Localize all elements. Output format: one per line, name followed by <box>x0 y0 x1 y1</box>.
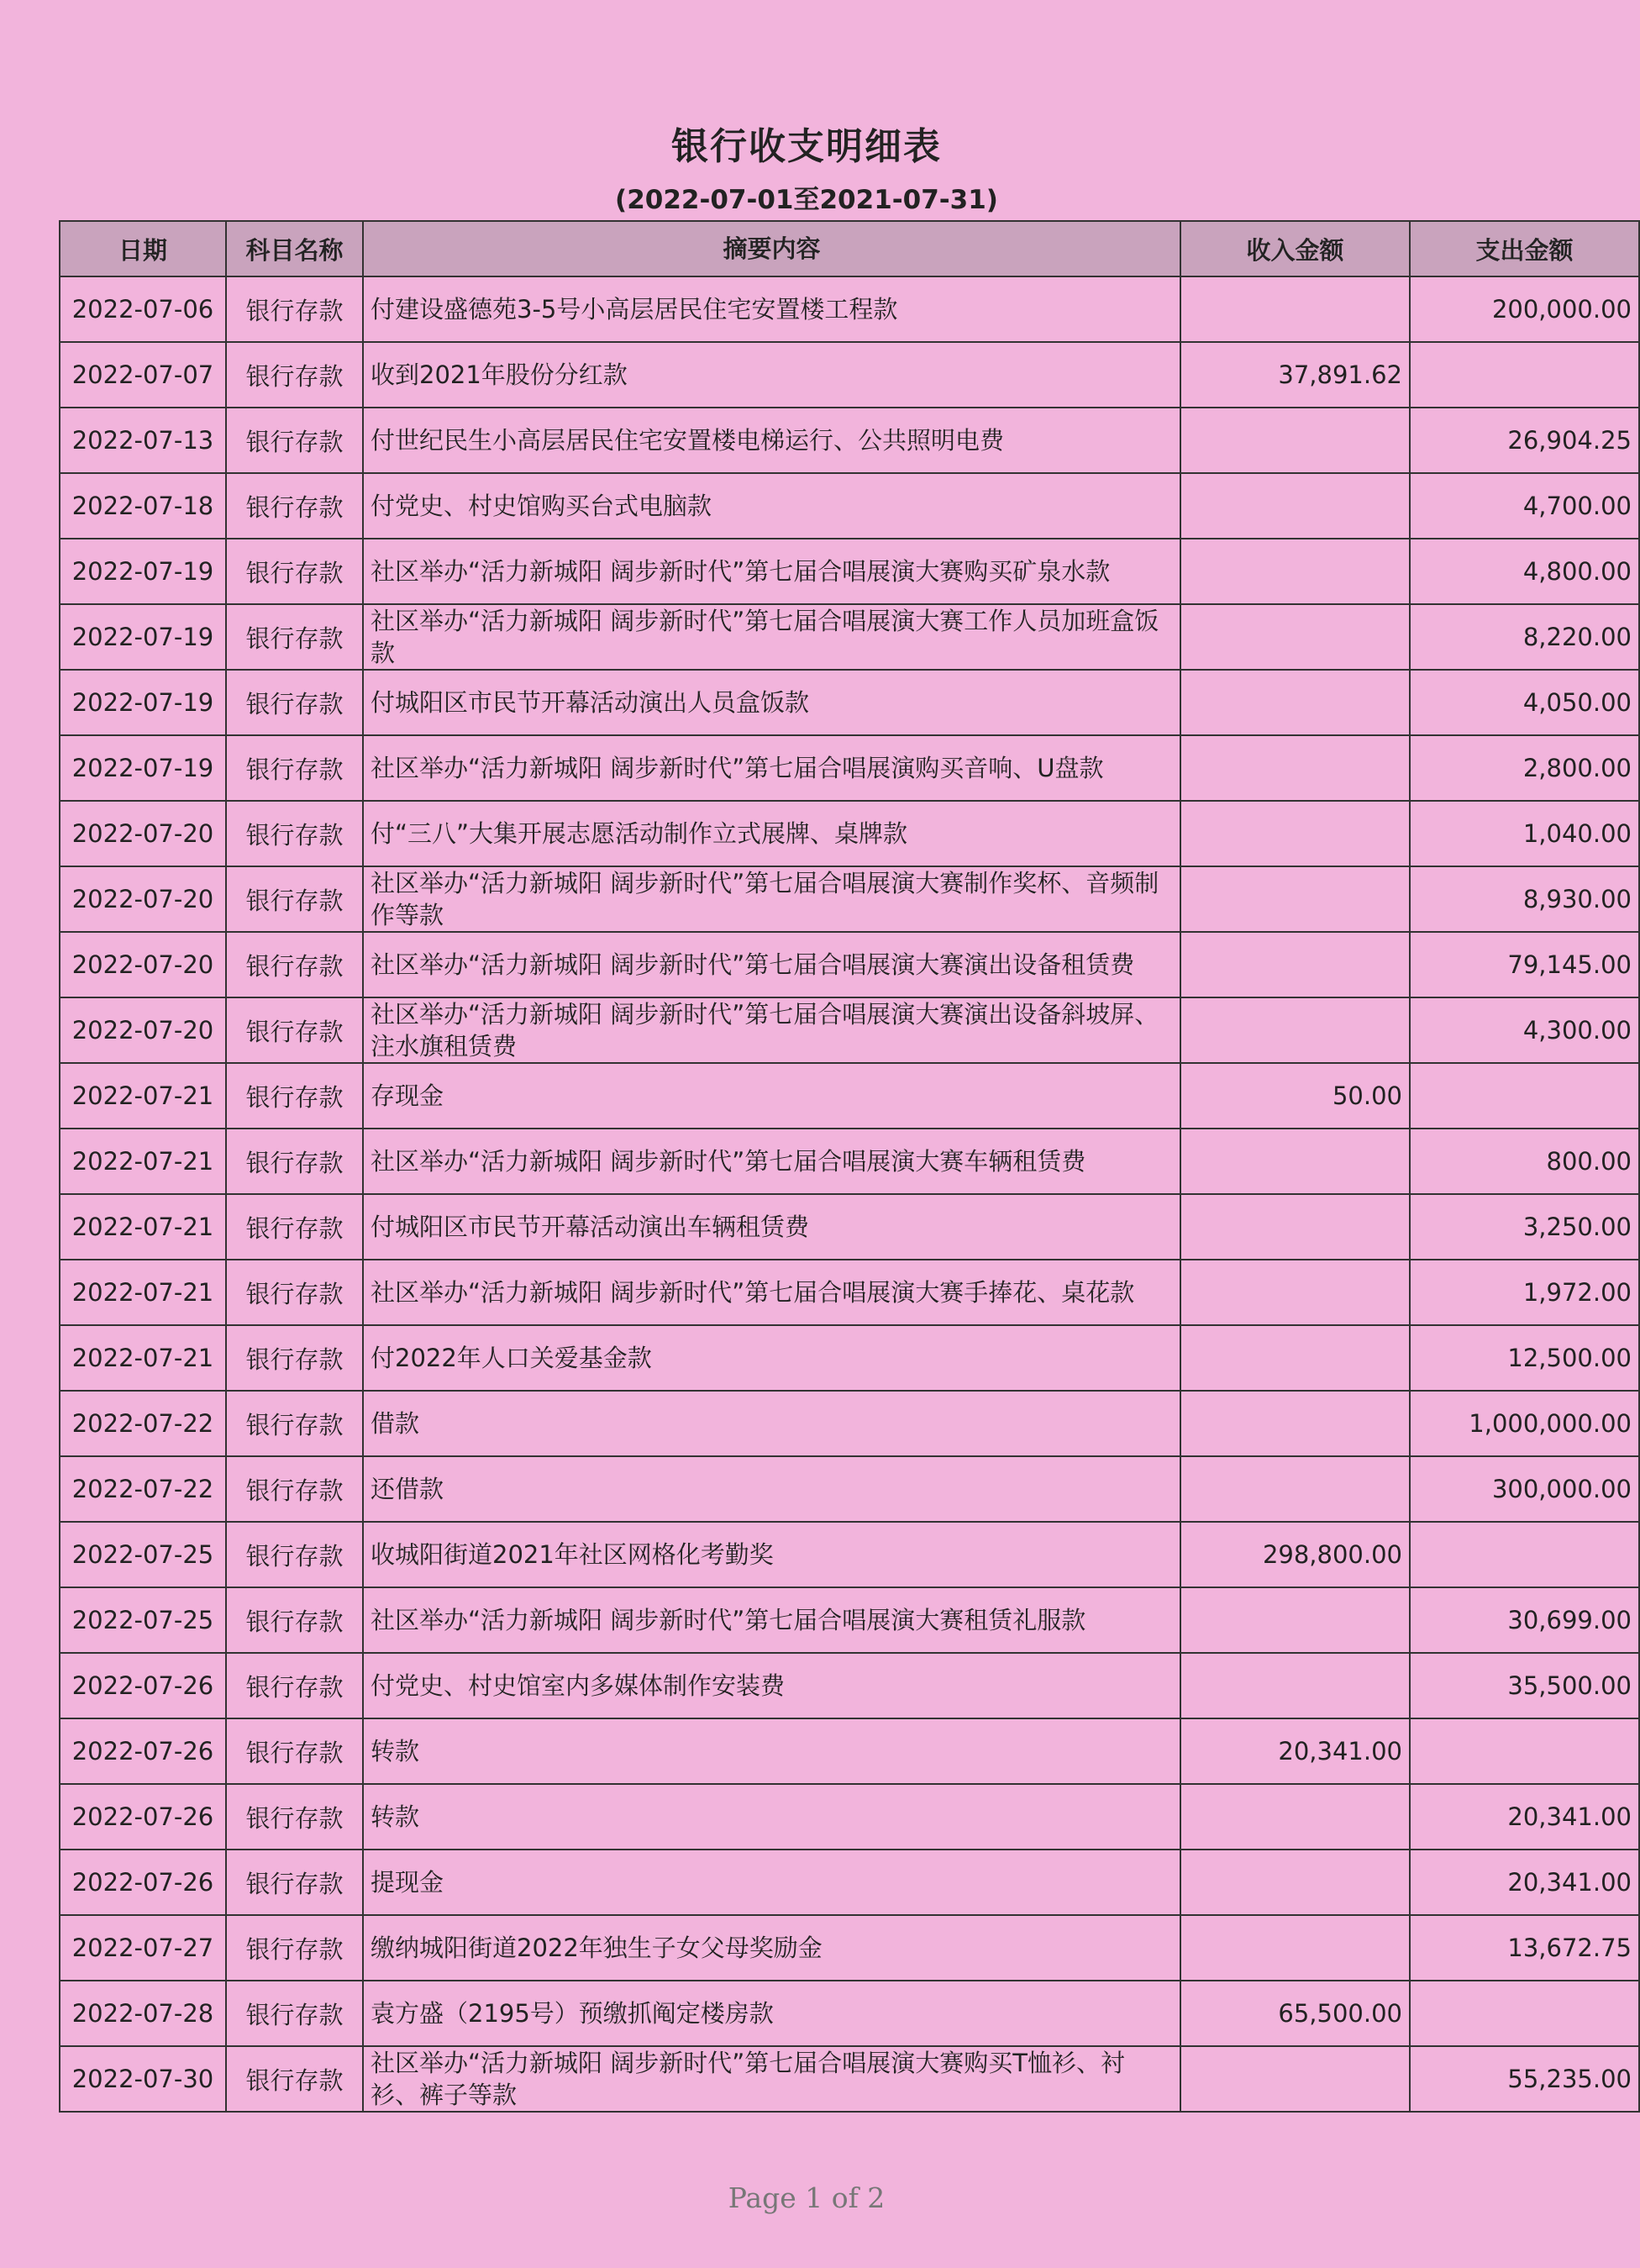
cell-subject: 银行存款 <box>226 801 363 866</box>
date-range: (2022-07-01至2021-07-31) <box>615 185 998 215</box>
cell-summary: 付党史、村史馆室内多媒体制作安装费 <box>363 1653 1180 1718</box>
cell-subject: 银行存款 <box>226 670 363 735</box>
cell-summary: 社区举办“活力新城阳 阔步新时代”第七届合唱展演大赛演出设备租赁费 <box>363 932 1180 997</box>
cell-date: 2022-07-21 <box>60 1260 226 1325</box>
header-subject: 科目名称 <box>226 221 363 276</box>
table-row <box>60 932 1639 997</box>
table-row <box>60 1325 1639 1391</box>
cell-expense <box>1410 1522 1639 1587</box>
cell-summary: 社区举办“活力新城阳 阔步新时代”第七届合唱展演大赛车辆租赁费 <box>363 1129 1180 1194</box>
cell-subject: 银行存款 <box>226 1456 363 1522</box>
cell-income <box>1180 604 1410 670</box>
cell-income <box>1180 735 1410 801</box>
cell-expense: 30,699.00 <box>1410 1587 1639 1653</box>
cell-summary: 社区举办“活力新城阳 阔步新时代”第七届合唱展演大赛购买T恤衫、衬衫、裤子等款 <box>363 2046 1180 2112</box>
cell-date: 2022-07-13 <box>60 408 226 473</box>
table-row <box>60 1981 1639 2046</box>
cell-expense <box>1410 342 1639 408</box>
cell-date: 2022-07-20 <box>60 866 226 932</box>
cell-expense: 4,700.00 <box>1410 473 1639 539</box>
table-row <box>60 342 1639 408</box>
table-row <box>60 670 1639 735</box>
cell-subject: 银行存款 <box>226 1194 363 1260</box>
cell-expense: 1,972.00 <box>1410 1260 1639 1325</box>
cell-expense: 4,300.00 <box>1410 997 1639 1063</box>
cell-date: 2022-07-19 <box>60 539 226 604</box>
cell-income <box>1180 1587 1410 1653</box>
cell-expense <box>1410 1981 1639 2046</box>
cell-subject: 银行存款 <box>226 2046 363 2112</box>
cell-date: 2022-07-30 <box>60 2046 226 2112</box>
table-row <box>60 2046 1639 2112</box>
cell-summary: 付城阳区市民节开幕活动演出人员盒饭款 <box>363 670 1180 735</box>
cell-expense: 12,500.00 <box>1410 1325 1639 1391</box>
cell-summary: 收城阳街道2021年社区网格化考勤奖 <box>363 1522 1180 1587</box>
cell-subject: 银行存款 <box>226 342 363 408</box>
cell-date: 2022-07-20 <box>60 997 226 1063</box>
cell-expense: 3,250.00 <box>1410 1194 1639 1260</box>
table-row <box>60 408 1639 473</box>
table-row <box>60 1718 1639 1784</box>
cell-income <box>1180 801 1410 866</box>
cell-summary: 社区举办“活力新城阳 阔步新时代”第七届合唱展演大赛购买矿泉水款 <box>363 539 1180 604</box>
cell-summary: 社区举办“活力新城阳 阔步新时代”第七届合唱展演大赛工作人员加班盒饭款 <box>363 604 1180 670</box>
cell-subject: 银行存款 <box>226 932 363 997</box>
cell-income <box>1180 1194 1410 1260</box>
cell-subject: 银行存款 <box>226 473 363 539</box>
header-expense: 支出金额 <box>1410 221 1639 276</box>
table-row <box>60 1194 1639 1260</box>
table-row <box>60 866 1639 932</box>
cell-subject: 银行存款 <box>226 1850 363 1915</box>
cell-date: 2022-07-21 <box>60 1129 226 1194</box>
header-income: 收入金额 <box>1180 221 1410 276</box>
cell-income <box>1180 276 1410 342</box>
cell-subject: 银行存款 <box>226 1784 363 1850</box>
cell-summary: 付“三八”大集开展志愿活动制作立式展牌、桌牌款 <box>363 801 1180 866</box>
table-row <box>60 473 1639 539</box>
cell-income: 37,891.62 <box>1180 342 1410 408</box>
cell-expense: 4,050.00 <box>1410 670 1639 735</box>
cell-summary: 借款 <box>363 1391 1180 1456</box>
cell-income <box>1180 1850 1410 1915</box>
cell-date: 2022-07-27 <box>60 1915 226 1981</box>
cell-income <box>1180 997 1410 1063</box>
table-row <box>60 997 1639 1063</box>
cell-expense: 800.00 <box>1410 1129 1639 1194</box>
table-row <box>60 1653 1639 1718</box>
cell-income <box>1180 473 1410 539</box>
cell-expense: 1,000,000.00 <box>1410 1391 1639 1456</box>
cell-date: 2022-07-06 <box>60 276 226 342</box>
cell-summary: 社区举办“活力新城阳 阔步新时代”第七届合唱展演大赛演出设备斜坡屏、注水旗租赁费 <box>363 997 1180 1063</box>
cell-summary: 袁方盛（2195号）预缴抓阄定楼房款 <box>363 1981 1180 2046</box>
cell-date: 2022-07-19 <box>60 735 226 801</box>
cell-summary: 社区举办“活力新城阳 阔步新时代”第七届合唱展演大赛租赁礼服款 <box>363 1587 1180 1653</box>
cell-income <box>1180 1784 1410 1850</box>
cell-summary: 收到2021年股份分红款 <box>363 342 1180 408</box>
cell-date: 2022-07-20 <box>60 801 226 866</box>
cell-expense: 200,000.00 <box>1410 276 1639 342</box>
cell-subject: 银行存款 <box>226 1718 363 1784</box>
table-row <box>60 539 1639 604</box>
cell-expense: 1,040.00 <box>1410 801 1639 866</box>
cell-subject: 银行存款 <box>226 1260 363 1325</box>
ledger-body <box>60 276 1639 2112</box>
cell-summary: 付党史、村史馆购买台式电脑款 <box>363 473 1180 539</box>
cell-expense: 8,220.00 <box>1410 604 1639 670</box>
cell-date: 2022-07-26 <box>60 1784 226 1850</box>
cell-subject: 银行存款 <box>226 408 363 473</box>
cell-income <box>1180 539 1410 604</box>
cell-date: 2022-07-22 <box>60 1456 226 1522</box>
table-header-row <box>60 221 1639 276</box>
cell-income <box>1180 932 1410 997</box>
table-row <box>60 1063 1639 1129</box>
cell-income <box>1180 1391 1410 1456</box>
cell-subject: 银行存款 <box>226 866 363 932</box>
cell-summary: 还借款 <box>363 1456 1180 1522</box>
cell-date: 2022-07-26 <box>60 1850 226 1915</box>
cell-subject: 银行存款 <box>226 1653 363 1718</box>
cell-income <box>1180 1129 1410 1194</box>
cell-summary: 付建设盛德苑3-5号小高层居民住宅安置楼工程款 <box>363 276 1180 342</box>
cell-summary: 社区举办“活力新城阳 阔步新时代”第七届合唱展演大赛制作奖杯、音频制作等款 <box>363 866 1180 932</box>
cell-subject: 银行存款 <box>226 1325 363 1391</box>
cell-subject: 银行存款 <box>226 1129 363 1194</box>
cell-subject: 银行存款 <box>226 276 363 342</box>
cell-income: 20,341.00 <box>1180 1718 1410 1784</box>
table-row <box>60 1260 1639 1325</box>
cell-income <box>1180 670 1410 735</box>
cell-expense: 8,930.00 <box>1410 866 1639 932</box>
cell-expense: 35,500.00 <box>1410 1653 1639 1718</box>
table-row <box>60 1850 1639 1915</box>
cell-subject: 银行存款 <box>226 735 363 801</box>
cell-expense: 20,341.00 <box>1410 1850 1639 1915</box>
cell-summary: 社区举办“活力新城阳 阔步新时代”第七届合唱展演购买音响、U盘款 <box>363 735 1180 801</box>
cell-expense: 2,800.00 <box>1410 735 1639 801</box>
table-row <box>60 1391 1639 1456</box>
table-row <box>60 1784 1639 1850</box>
cell-date: 2022-07-21 <box>60 1194 226 1260</box>
table-row <box>60 1129 1639 1194</box>
cell-income: 298,800.00 <box>1180 1522 1410 1587</box>
table-row <box>60 1587 1639 1653</box>
cell-summary: 提现金 <box>363 1850 1180 1915</box>
table-row <box>60 1522 1639 1587</box>
cell-date: 2022-07-25 <box>60 1522 226 1587</box>
page-title: 银行收支明细表 <box>671 125 942 168</box>
cell-income <box>1180 1915 1410 1981</box>
cell-date: 2022-07-21 <box>60 1063 226 1129</box>
cell-date: 2022-07-25 <box>60 1587 226 1653</box>
cell-date: 2022-07-18 <box>60 473 226 539</box>
table-row <box>60 1456 1639 1522</box>
cell-expense: 13,672.75 <box>1410 1915 1639 1981</box>
cell-expense: 26,904.25 <box>1410 408 1639 473</box>
page-number: Page 1 of 2 <box>728 2181 886 2214</box>
cell-date: 2022-07-19 <box>60 604 226 670</box>
cell-date: 2022-07-21 <box>60 1325 226 1391</box>
ledger-table <box>59 220 1640 2113</box>
header-summary: 摘要内容 <box>363 221 1180 276</box>
table-row <box>60 604 1639 670</box>
cell-income <box>1180 1260 1410 1325</box>
table-row <box>60 801 1639 866</box>
cell-date: 2022-07-20 <box>60 932 226 997</box>
cell-income <box>1180 1456 1410 1522</box>
cell-summary: 转款 <box>363 1784 1180 1850</box>
cell-expense: 4,800.00 <box>1410 539 1639 604</box>
cell-income <box>1180 2046 1410 2112</box>
cell-subject: 银行存款 <box>226 539 363 604</box>
cell-expense <box>1410 1063 1639 1129</box>
cell-subject: 银行存款 <box>226 1063 363 1129</box>
cell-expense <box>1410 1718 1639 1784</box>
cell-subject: 银行存款 <box>226 1522 363 1587</box>
cell-date: 2022-07-26 <box>60 1653 226 1718</box>
cell-summary: 转款 <box>363 1718 1180 1784</box>
table-row <box>60 276 1639 342</box>
cell-date: 2022-07-19 <box>60 670 226 735</box>
cell-date: 2022-07-22 <box>60 1391 226 1456</box>
cell-subject: 银行存款 <box>226 604 363 670</box>
cell-subject: 银行存款 <box>226 1915 363 1981</box>
cell-summary: 存现金 <box>363 1063 1180 1129</box>
cell-income <box>1180 1653 1410 1718</box>
cell-income <box>1180 866 1410 932</box>
cell-expense: 20,341.00 <box>1410 1784 1639 1850</box>
cell-expense: 55,235.00 <box>1410 2046 1639 2112</box>
table-row <box>60 735 1639 801</box>
cell-subject: 银行存款 <box>226 1391 363 1456</box>
cell-summary: 付2022年人口关爱基金款 <box>363 1325 1180 1391</box>
cell-expense: 300,000.00 <box>1410 1456 1639 1522</box>
cell-expense: 79,145.00 <box>1410 932 1639 997</box>
cell-subject: 银行存款 <box>226 997 363 1063</box>
cell-summary: 缴纳城阳街道2022年独生子女父母奖励金 <box>363 1915 1180 1981</box>
cell-date: 2022-07-26 <box>60 1718 226 1784</box>
cell-summary: 社区举办“活力新城阳 阔步新时代”第七届合唱展演大赛手捧花、桌花款 <box>363 1260 1180 1325</box>
cell-income: 65,500.00 <box>1180 1981 1410 2046</box>
cell-summary: 付城阳区市民节开幕活动演出车辆租赁费 <box>363 1194 1180 1260</box>
cell-summary: 付世纪民生小高层居民住宅安置楼电梯运行、公共照明电费 <box>363 408 1180 473</box>
cell-date: 2022-07-28 <box>60 1981 226 2046</box>
cell-date: 2022-07-07 <box>60 342 226 408</box>
header-date: 日期 <box>60 221 226 276</box>
cell-subject: 银行存款 <box>226 1981 363 2046</box>
cell-income: 50.00 <box>1180 1063 1410 1129</box>
cell-subject: 银行存款 <box>226 1587 363 1653</box>
table-row <box>60 1915 1639 1981</box>
cell-income <box>1180 1325 1410 1391</box>
cell-income <box>1180 408 1410 473</box>
